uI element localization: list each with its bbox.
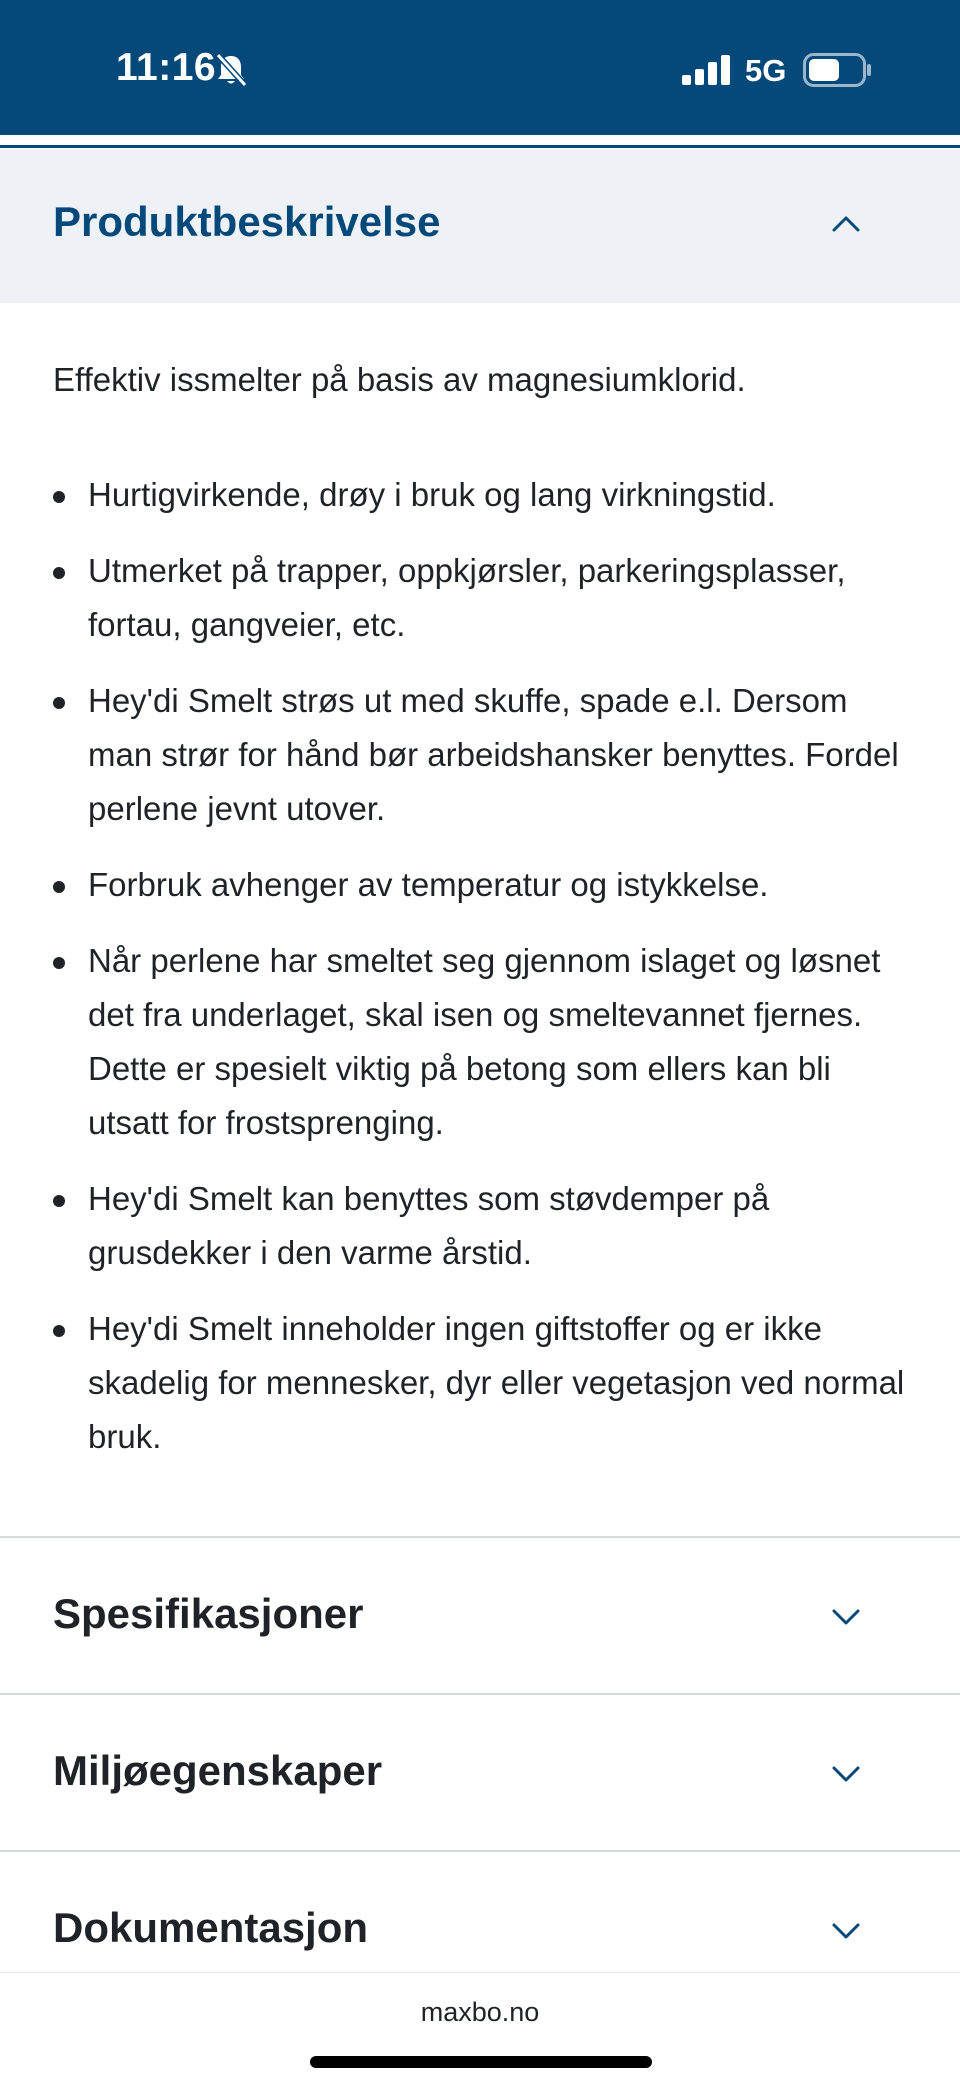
documentation-title: Dokumentasjon: [53, 1904, 369, 1951]
signal-icon: [682, 55, 732, 85]
environment-title: Miljøegenskaper: [53, 1747, 383, 1794]
section-divider: [0, 1693, 960, 1695]
list-item: Hey'di Smelt kan benyttes som støvdemper på grusdekker i den varme årstid.: [53, 1172, 913, 1280]
feature-list: [53, 468, 913, 1486]
url-label[interactable]: maxbo.no: [420, 1997, 540, 2027]
home-indicator[interactable]: [310, 2056, 652, 2068]
product-intro: Effektiv issmelter på basis av magnesiumklorid.: [53, 361, 746, 398]
chevron-down-icon[interactable]: [831, 1607, 861, 1627]
list-item: Hey'di Smelt inneholder ingen giftstoffer og er ikke skadelig for mennesker, dyr eller vegetasjon ved normal bruk.: [53, 1302, 913, 1464]
section-divider: [0, 1850, 960, 1852]
list-item: Når perlene har smeltet seg gjennom islaget og løsnet det fra underlaget, skal isen og smeltevannet fjernes. Dette er spesielt viktig på betong som ellers kan bli utsatt for frostsprenging.: [53, 934, 913, 1150]
specifications-title: Spesifikasjoner: [53, 1590, 364, 1637]
product-description-title: Produktbeskrivelse: [53, 198, 441, 245]
bell-slash-icon: [214, 52, 248, 88]
chevron-up-icon[interactable]: [831, 214, 861, 234]
browser-footer: [0, 1972, 960, 2086]
list-item: Forbruk avhenger av temperatur og istykkelse.: [53, 858, 913, 912]
battery-icon: [803, 53, 873, 87]
list-item: Hurtigvirkende, drøy i bruk og lang virkningstid.: [53, 468, 913, 522]
status-bar: [0, 0, 960, 135]
status-time: 11:16: [116, 46, 217, 89]
section-divider: [0, 1536, 960, 1538]
chevron-down-icon[interactable]: [831, 1921, 861, 1941]
list-item: Utmerket på trapper, oppkjørsler, parkeringsplasser, fortau, gangveier, etc.: [53, 544, 913, 652]
network-type: 5G: [745, 53, 787, 88]
list-item: Hey'di Smelt strøs ut med skuffe, spade e.l. Dersom man strør for hånd bør arbeidshansker benyttes. Fordel perlene jevnt utover.: [53, 674, 913, 836]
header-divider: [0, 145, 960, 148]
chevron-down-icon[interactable]: [831, 1764, 861, 1784]
